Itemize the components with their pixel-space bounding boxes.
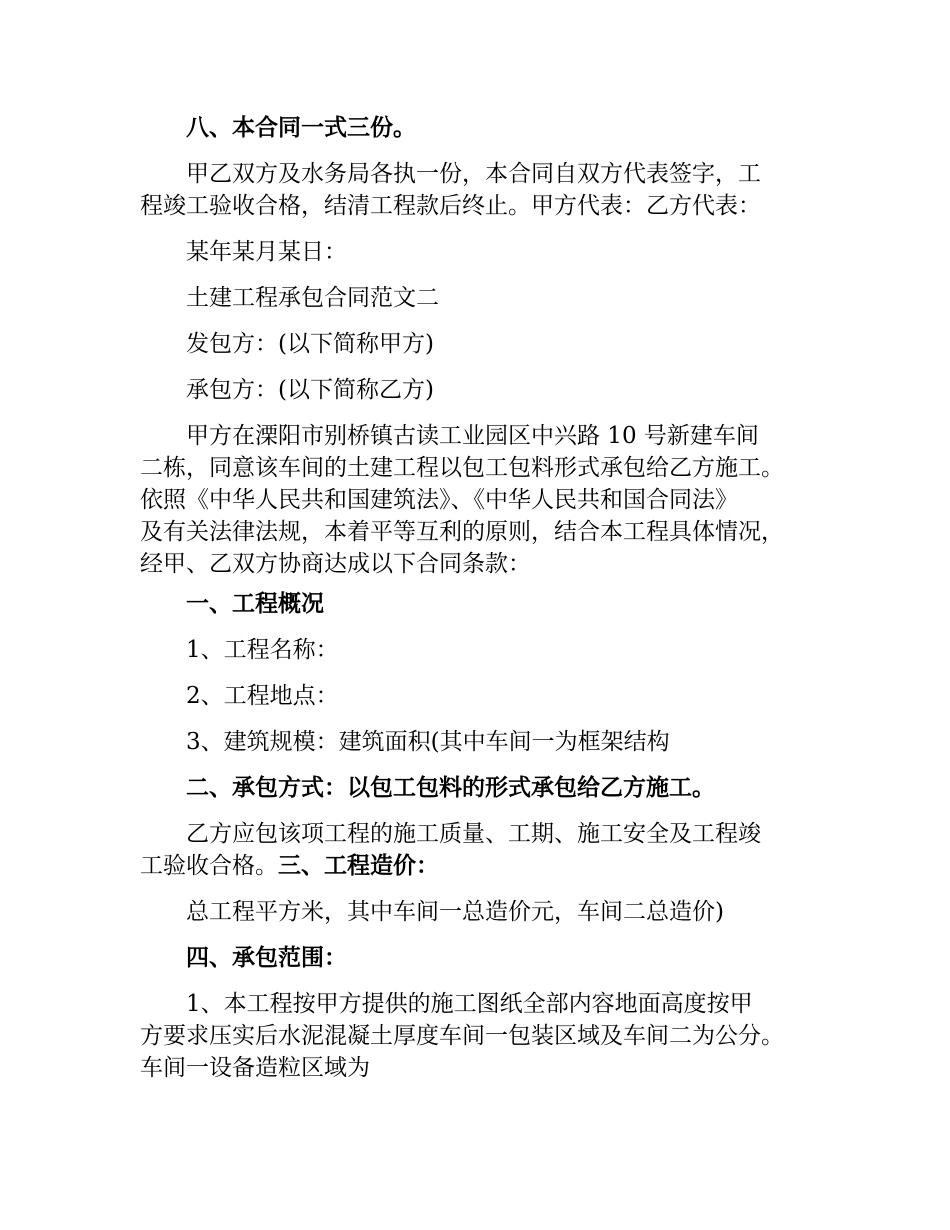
heading-section-3: 三、工程造价： xyxy=(278,852,439,879)
heading-section-4 xyxy=(140,942,830,974)
text-line: 3、建筑规模：建筑面积(其中车间一为框架结构 xyxy=(186,729,670,755)
heading-section-2 xyxy=(140,772,830,804)
text-line: 及有关法律法规，本着平等互利的原则，结合本工程具体情况， xyxy=(140,519,784,545)
text-line: 土建工程承包合同范文二 xyxy=(186,285,439,311)
text-line: 乙方应包该项工程的施工质量、工期、施工安全及工程竣 xyxy=(186,821,761,847)
paragraph-item-1 xyxy=(140,634,830,666)
text-line: 总工程平方米，其中车间一总造价元，车间二总造价) xyxy=(186,899,724,925)
text-line: 车间一设备造粒区域为 xyxy=(140,1055,370,1081)
text-line: 发包方：(以下简称甲方) xyxy=(186,331,434,357)
text-line xyxy=(140,850,830,882)
heading-section-1 xyxy=(140,588,830,620)
text-line: 一、工程概况 xyxy=(186,590,324,617)
paragraph-contractor xyxy=(140,374,830,406)
paragraph-responsibility xyxy=(140,818,830,882)
paragraph-cost xyxy=(140,896,830,928)
text-line: 某年某月某日： xyxy=(186,239,347,265)
paragraph-title-2 xyxy=(140,282,830,314)
text-line: 二、承包方式：以包工包料的形式承包给乙方施工。 xyxy=(186,774,715,801)
paragraph-employer xyxy=(140,328,830,360)
text-line: 甲方在溧阳市别桥镇古读工业园区中兴路 10 号新建车间 xyxy=(186,423,759,449)
text-line: 四、承包范围： xyxy=(186,944,347,971)
paragraph-intro xyxy=(140,420,830,580)
text-line: 八、本合同一式三份。 xyxy=(186,114,416,141)
text-line: 1、工程名称： xyxy=(186,637,339,663)
text-line: 承包方：(以下简称乙方) xyxy=(186,377,434,403)
paragraph-item-3 xyxy=(140,726,830,758)
paragraph-item-2 xyxy=(140,680,830,712)
text-line: 甲乙双方及水务局各执一份，本合同自双方代表签字，工 xyxy=(186,161,761,187)
text-line: 方要求压实后水泥混凝土厚度车间一包装区域及车间二为公分。 xyxy=(140,1023,784,1049)
text-line: 程竣工验收合格，结清工程款后终止。甲方代表：乙方代表： xyxy=(140,193,761,219)
text-line: 2、工程地点： xyxy=(186,683,339,709)
paragraph-scope xyxy=(140,988,830,1084)
text-segment: 工验收合格。 xyxy=(140,853,278,879)
heading-section-8 xyxy=(140,112,830,144)
text-line: 经甲、乙双方协商达成以下合同条款： xyxy=(140,551,531,577)
paragraph-date xyxy=(140,236,830,268)
paragraph-copies xyxy=(140,158,830,222)
text-line: 1、本工程按甲方提供的施工图纸全部内容地面高度按甲 xyxy=(186,991,753,1017)
text-line: 依照《中华人民共和国建筑法》、《中华人民共和国合同法》 xyxy=(140,487,738,513)
text-line: 二栋，同意该车间的土建工程以包工包料形式承包给乙方施工。 xyxy=(140,455,784,481)
